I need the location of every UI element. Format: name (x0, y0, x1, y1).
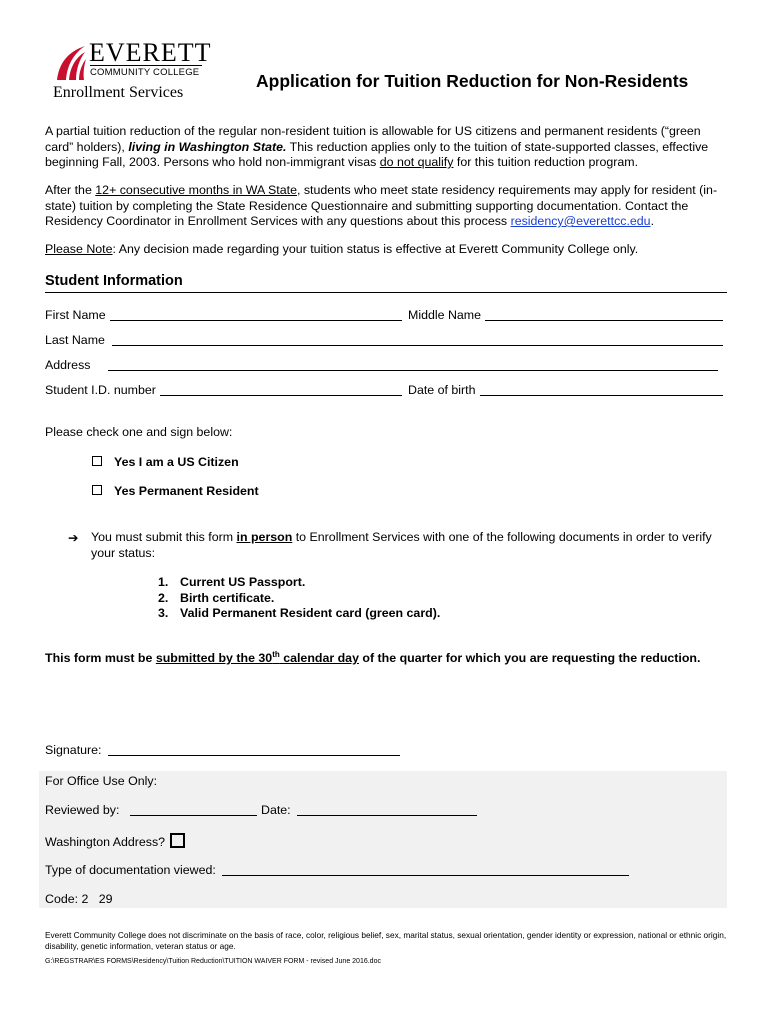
signature-field[interactable] (108, 755, 400, 756)
intro-text: for this tuition reduction program. (453, 155, 639, 170)
intro-paragraph-3 (45, 242, 730, 258)
intro-paragraph-2 (45, 183, 730, 230)
address-field[interactable] (108, 370, 718, 371)
logo-college: COMMUNITY COLLEGE (90, 65, 202, 78)
check-instruction: Please check one and sign below: (45, 425, 233, 439)
intro-text: A partial tuition reduction of the regular non-resident tuition is allowable for US citizens and permanent residents (“green card” holders), (45, 124, 701, 154)
page-title: Application for Tuition Reduction for Non-Residents (256, 71, 689, 91)
office-heading: For Office Use Only: (45, 774, 158, 788)
dob-label: Date of birth (408, 383, 476, 397)
last-name-label: Last Name (45, 333, 105, 347)
dob-field[interactable] (480, 395, 723, 396)
student-info-heading: Student Information (45, 273, 727, 293)
deadline-sup: th (272, 650, 280, 659)
deadline-text: submitted by the 30 (155, 651, 273, 666)
intro-text: This reduction applies only to the tuition of state-supported classes, effective beginning Fall, 2003. Persons who hold non-immigrant visas (45, 139, 709, 170)
permanent-resident-label: Yes Permanent Resident (114, 484, 259, 498)
deadline-text: of the quarter for which you are requesting the reduction. (358, 651, 701, 666)
list-label: Valid Permanent Resident card (green card). (180, 606, 441, 621)
please-note-label: Please Note (45, 242, 113, 256)
deadline-text: calendar day (279, 651, 359, 666)
intro-emphasis: living in Washington State. (128, 139, 287, 154)
file-path: G:\REGSTRAR\ES FORMS\Residency\Tuition Reduction\TUITION WAIVER FORM - revised June 2016.doc (45, 958, 381, 965)
reviewed-by-label: Reviewed by: (45, 803, 120, 817)
notice-in-person: in person (236, 530, 293, 544)
list-number: 3. (158, 606, 169, 621)
signature-label: Signature: (45, 743, 102, 757)
list-item (158, 591, 440, 607)
student-id-field[interactable] (160, 395, 402, 396)
wa-address-checkbox[interactable] (170, 833, 185, 848)
first-name-field[interactable] (110, 320, 402, 321)
doc-type-label: Type of documentation viewed: (45, 863, 216, 877)
permanent-resident-option[interactable] (92, 484, 259, 498)
intro-paragraph-1 (45, 124, 730, 171)
notice-text: You must submit this form (91, 530, 237, 544)
deadline-underline (156, 651, 359, 665)
middle-name-label: Middle Name (408, 308, 481, 322)
us-citizen-option[interactable] (92, 455, 239, 469)
list-item (158, 606, 440, 622)
college-logo (53, 38, 215, 106)
list-item (158, 575, 440, 591)
arrow-right-icon: ➔ (68, 531, 79, 545)
office-date-label: Date: (261, 803, 291, 817)
us-citizen-checkbox[interactable] (92, 456, 102, 466)
intro-underline: do not qualify (379, 155, 454, 170)
permanent-resident-checkbox[interactable] (92, 485, 102, 495)
wa-address-label: Washington Address? (45, 835, 166, 849)
deadline-notice (45, 650, 700, 665)
middle-name-field[interactable] (485, 320, 723, 321)
list-number: 1. (158, 575, 169, 589)
intro-text: . (650, 214, 655, 229)
nondiscrimination-statement: Everett Community College does not discriminate on the basis of race, color, religious belief, sex, marital status, sexual orientation, gender identity or expression, national or ethnic origin, disability, genetic information, veteran status or age. (45, 930, 727, 951)
reviewed-by-field[interactable] (130, 815, 257, 816)
last-name-field[interactable] (112, 345, 723, 346)
office-date-field[interactable] (297, 815, 477, 816)
submission-notice (91, 530, 731, 561)
flame-logo-icon (55, 44, 87, 80)
intro-underline: 12+ consecutive months in WA State (95, 183, 297, 197)
notice-text: to Enrollment Services with one of the following documents in order to verify your status: (91, 530, 712, 560)
list-label: Birth certificate. (180, 590, 275, 605)
student-id-label: Student I.D. number (45, 383, 156, 397)
intro-text: After the (45, 183, 96, 197)
list-label: Current US Passport. (180, 575, 306, 589)
wa-address-row (45, 833, 185, 849)
address-label: Address (45, 358, 91, 372)
doc-type-field[interactable] (222, 875, 629, 876)
intro-text: , students who meet state residency requirements may apply for resident (in-state) tuition by completing the State Residence Questionnaire and submitting supporting documentation. Contact the Residency Coordinator in Enrollment Services with any questions about this process (45, 183, 718, 229)
logo-name: EVERETT (89, 38, 212, 67)
residency-email-link[interactable]: residency@everettcc.edu (510, 214, 651, 229)
list-number: 2. (158, 590, 169, 605)
code-label: Code: 2 29 (45, 892, 113, 906)
intro-text: : Any decision made regarding your tuition status is effective at Everett Community College only. (112, 242, 639, 256)
deadline-text: This form must be (45, 651, 156, 666)
first-name-label: First Name (45, 308, 106, 322)
document-list (158, 575, 440, 622)
logo-department: Enrollment Services (53, 84, 184, 101)
us-citizen-label: Yes I am a US Citizen (114, 455, 239, 469)
